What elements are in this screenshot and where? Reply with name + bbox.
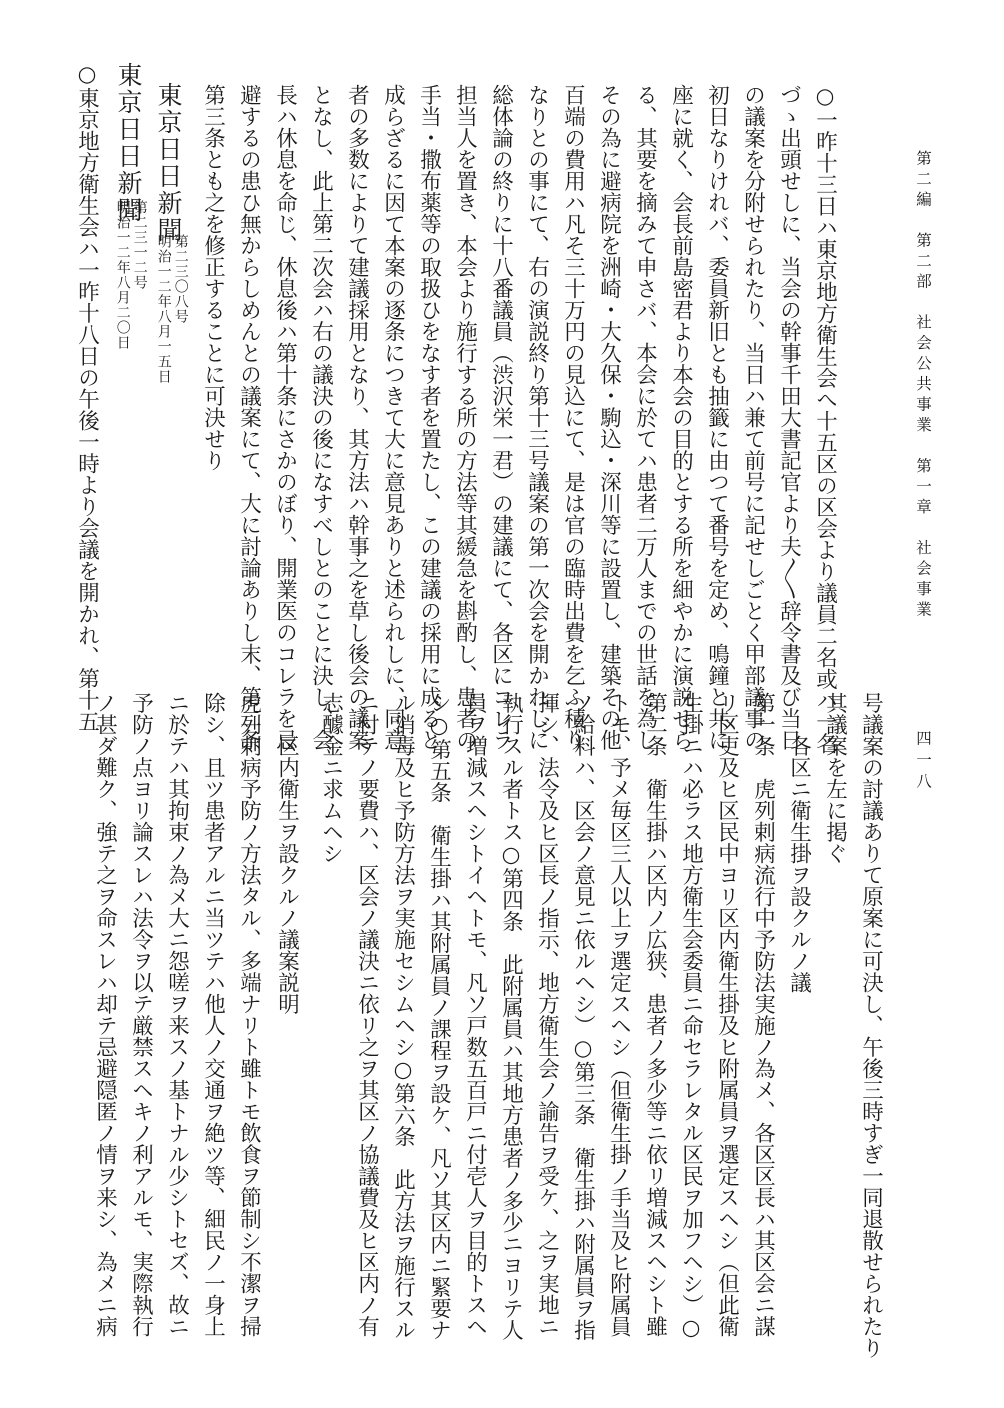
article-line: ノ甚ダ難ク、強テ之ヲ命スレハ却テ忌避隠匿ノ情ヲ来シ、為メニ病 (92, 692, 118, 1337)
article-line: 除シ、且ツ患者アルニ当ツテハ他人ノ交通ヲ絶ツ等、細民ノ一身上 (200, 692, 226, 1337)
article-line: 避するの患ひ無からしめんとの議案にて、大に討論ありし末、第二条 (236, 84, 262, 751)
section-heading: 各区ニ衛生掛ヲ設クルノ議 (786, 735, 812, 993)
section-heading: 区内衛生ヲ設クルノ議案説明 (274, 735, 300, 1015)
article-line: 座に就く、会長前島密君より本会の目的とする所を細やかに演説せら (668, 84, 694, 751)
article-line: 虎列剌病予防ノ方法タル、多端ナリト雖トモ飲食ヲ節制シ不潔ヲ掃 (236, 692, 262, 1337)
article-line: 総体論の終りに十八番議員（渋沢栄一君）の建議にて、各区にコレラ (488, 84, 514, 751)
issue-number: 第二三〇八号 (172, 234, 189, 324)
article-line: その為に避病院を洲崎・大久保・駒込・深川等に設置し、建築その他 (596, 84, 622, 751)
page-number: 四一八 (914, 730, 932, 795)
article-line: ノ給料ハ、区会ノ意見ニ依ルヘシ）○第三条 衛生掛ハ附属員ヲ指 (570, 692, 596, 1341)
article-line: リ区吏及ヒ区民中ヨリ区内衛生掛及ヒ附属員ヲ選定スヘシ（但此衛 (714, 692, 740, 1337)
article-line: 担当人を置き、本会より施行する所の方法等其緩急を斟酌し、患者の (452, 84, 478, 751)
article-line: なりとの事にて、右の演説終り第十三号議案の第一次会を開かれしに (524, 84, 550, 751)
article-line: ニ於テハ其拘束ノ為メ大ニ怨嗟ヲ来スノ基トナル少シトセズ、故ニ (164, 692, 190, 1337)
article-line: ○一昨十三日ハ東京地方衛生会へ十五区の区会より議員二名或ハ一名 (812, 84, 838, 754)
article-line: 初日なりけれバ、委員新旧とも抽籤に由つて番号を定め、鳴鐘と共に (704, 84, 730, 751)
newspaper-name: 東京日日新聞 (114, 62, 143, 224)
article-line: 第一条 虎列剌病流行中予防法実施ノ為メ、各区区長ハ其区会ニ謀 (750, 692, 776, 1337)
article-line: 第三条とも之を修正することに可決せり (200, 84, 226, 471)
article-line: 其議案を左に掲ぐ (822, 692, 848, 864)
article-line: 志醵金ニ求ムヘシ (318, 692, 344, 864)
running-header: 第二編 第二部 社会公共事業 第一章 社会事業 (914, 150, 932, 622)
article-line: 員ヲ増減スヘシトイヘトモ、凡ソ戸数五百戸ニ付壱人ヲ目的トスヘ (462, 692, 488, 1337)
article-line: 第二条 衛生掛ハ区内ノ広狭、患者ノ多少等ニ依リ増減スヘシト雖 (642, 692, 668, 1337)
issue-date: 明治一二年八月二〇日 (114, 200, 131, 350)
article-line: 号議案の討議ありて原案に可決し、午後三時すぎ一同退散せられたり (858, 692, 884, 1359)
article-line: づゝ出頭せしに、当会の幹事千田大書記官より夫〳〵辞令書及び当日 (776, 84, 802, 751)
article-line: シ○第五条 衛生掛ハ其附属員ノ課程ヲ設ケ、凡ソ其区内ニ緊要ナ (426, 692, 452, 1341)
article-line: 手当・撒布薬等の取扱ひをなす者を置たし、この建議の採用に成ると (416, 84, 442, 751)
article-line: 揮シ、法令及ヒ区長ノ指示、地方衛生会ノ諭告ヲ受ケ、之ヲ実地ニ (534, 692, 560, 1337)
article-line: 者の多数によりて建議採用となり、其方法ハ幹事之を草し後会の議案 (344, 84, 370, 751)
article-line: ニ付テノ要費ハ、区会ノ議決ニ依リ之ヲ其区ノ協議費及ヒ区内ノ有 (354, 692, 380, 1337)
article-line: 長ハ休息を命じ、休息後ハ第十条にさかのぼり、開業医のコレラを忌 (272, 84, 298, 751)
article-line: 予防ノ点ヨリ論スレハ法令ヲ以テ厳禁スヘキノ利アルモ、実際執行 (128, 692, 154, 1337)
issue-number: 第二三一二号 (131, 200, 148, 290)
article-line: 生掛ニハ必ラス地方衛生会委員ニ命セラレタル区民ヲ加フヘシ）○ (678, 692, 704, 1341)
article-line: る、其要を摘みて申さバ、本会に於てハ患者二万人までの世話を為し (632, 84, 658, 751)
article-line: ル消毒及ヒ予防方法ヲ実施セシムヘシ○第六条 此方法ヲ施行スル (390, 692, 416, 1341)
article-line: 成らざるに因て本案の逐条につきて大に意見ありと述られしに、同意 (380, 84, 406, 751)
article-line: 百端の費用ハ凡そ三十万円の見込にて、是は官の臨時出費を乞ふ積り (560, 84, 586, 751)
article-line: となし、此上第二次会ハ右の議決の後になすべしとのことに決し、会 (308, 84, 334, 751)
article-line: の議案を分附せられたり、当日ハ兼て前号に記せしごとく甲部議事の (740, 84, 766, 751)
article-line: 執行スル者トス○第四条 此附属員ハ其地方患者ノ多少ニヨリテ人 (498, 692, 524, 1341)
article-line: トモ、予メ毎区三人以上ヲ選定スヘシ（但衛生掛ノ手当及ヒ附属員 (606, 692, 632, 1337)
issue-date: 明治一二年八月一五日 (155, 234, 172, 384)
article-line: ○東京地方衛生会ハ一昨十八日の午後一時より会議を開かれ、第十五 (74, 62, 100, 732)
newspaper-name: 東京日日新聞 (154, 82, 183, 244)
